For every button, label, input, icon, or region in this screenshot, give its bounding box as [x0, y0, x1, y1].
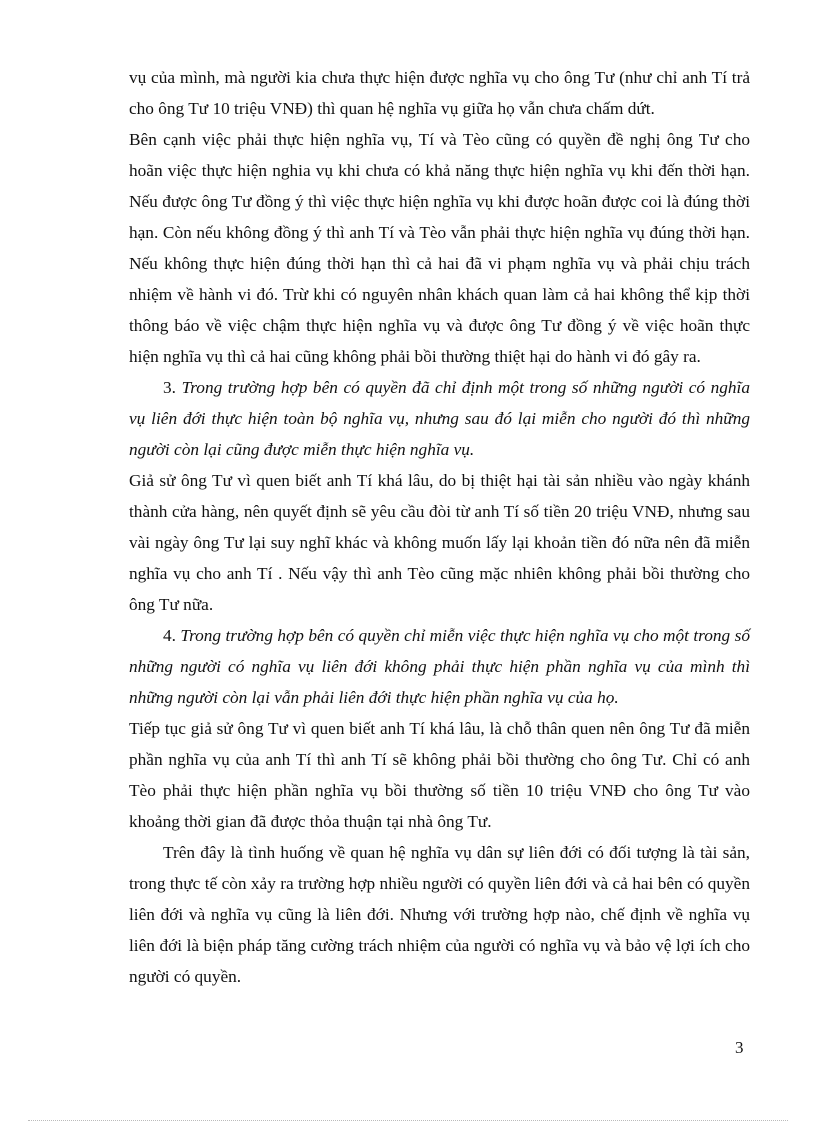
paragraph-example-4: Tiếp tục giả sử ông Tư vì quen biết anh Tí khá lâu, là chỗ thân quen nên ông Tư đã miễn phần nghĩa vụ của anh Tí thì anh Tí sẽ không phải bồi thường cho ông Tư. Chỉ có anh Tèo phải thực hiện phần nghĩa vụ bồi thường số tiền 10 triệu VNĐ cho ông Tư vào khoảng thời gian đã được thỏa thuận tại nhà ông Tư. — [129, 719, 750, 831]
paragraph-postponement-rights: Bên cạnh việc phải thực hiện nghĩa vụ, Tí và Tèo cũng có quyền đề nghị ông Tư cho hoãn việc thực hiện nghia vụ khi chưa có khả năng thực hiện nghĩa vụ khi đến thời hạn. Nếu được ông Tư đồng ý thì việc thực hiện nghĩa vụ khi được hoãn được coi là đúng thời hạn. Còn nếu không đồng ý thì anh Tí và Tèo vẫn phải thực hiện nghĩa vụ đúng thời hạn. Nếu không thực hiện đúng thời hạn thì cả hai đã vi phạm nghĩa vụ và phải chịu trách nhiệm về hành vi đó. Trừ khi có nguyên nhân khách quan làm cả hai không thể kịp thời thông báo về việc chậm thực hiện nghĩa vụ và được ông Tư đồng ý về việc hoãn thực hiện nghĩa vụ thì cả hai cũng không phải bồi thường thiệt hại do hành vi đó gây ra. — [129, 130, 750, 366]
case-3-text: Trong trường hợp bên có quyền đã chỉ định một trong số những người có nghĩa vụ liên đới thực hiện toàn bộ nghĩa vụ, nhưng sau đó lại miễn cho người đó thì những người còn lại cũng được miễn thực hiện nghĩa vụ. — [129, 378, 751, 459]
paragraph-case-3 — [129, 372, 750, 465]
page-number: 3 — [735, 1038, 744, 1057]
paragraph-example-3: Giả sử ông Tư vì quen biết anh Tí khá lâu, do bị thiệt hại tài sản nhiều vào ngày khánh thành cửa hàng, nên quyết định sẽ yêu cầu đòi từ anh Tí số tiền 20 triệu VNĐ, nhưng sau vài ngày ông Tư lại suy nghĩ khác và không muốn lấy lại khoản tiền đó nữa nên đã miễn nghĩa vụ cho anh Tí . Nếu vậy thì anh Tèo cũng mặc nhiên không phải bồi thường cho ông Tư nữa. — [129, 471, 750, 614]
page-bottom-divider — [28, 1120, 788, 1121]
case-number: 4. — [163, 626, 176, 645]
paragraph-continuation: vụ của mình, mà người kia chưa thực hiện được nghĩa vụ cho ông Tư (như chỉ anh Tí trả cho ông Tư 10 triệu VNĐ) thì quan hệ nghĩa vụ giữa họ vẫn chưa chấm dứt. — [129, 68, 750, 118]
case-number: 3. — [163, 378, 176, 397]
paragraph-conclusion: Trên đây là tình huống về quan hệ nghĩa vụ dân sự liên đới có đối tượng là tài sản, trong thực tế còn xảy ra trường hợp nhiều người có quyền liên đới và cả hai bên có quyền liên đới và nghĩa vụ cũng là liên đới. Nhưng với trường hợp nào, chế định về nghĩa vụ liên đới là biện pháp tăng cường trách nhiệm của người có nghĩa vụ và bảo vệ lợi ích cho người có quyền. — [129, 843, 750, 986]
paragraph-case-4 — [129, 620, 750, 713]
body-text — [129, 62, 750, 992]
case-4-text: Trong trường hợp bên có quyền chỉ miễn việc thực hiện nghĩa vụ cho một trong số những người có nghĩa vụ liên đới không phải thực hiện phần nghĩa vụ của mình thì những người còn lại vẫn phải liên đới thực hiện phần nghĩa vụ của họ. — [129, 626, 750, 707]
